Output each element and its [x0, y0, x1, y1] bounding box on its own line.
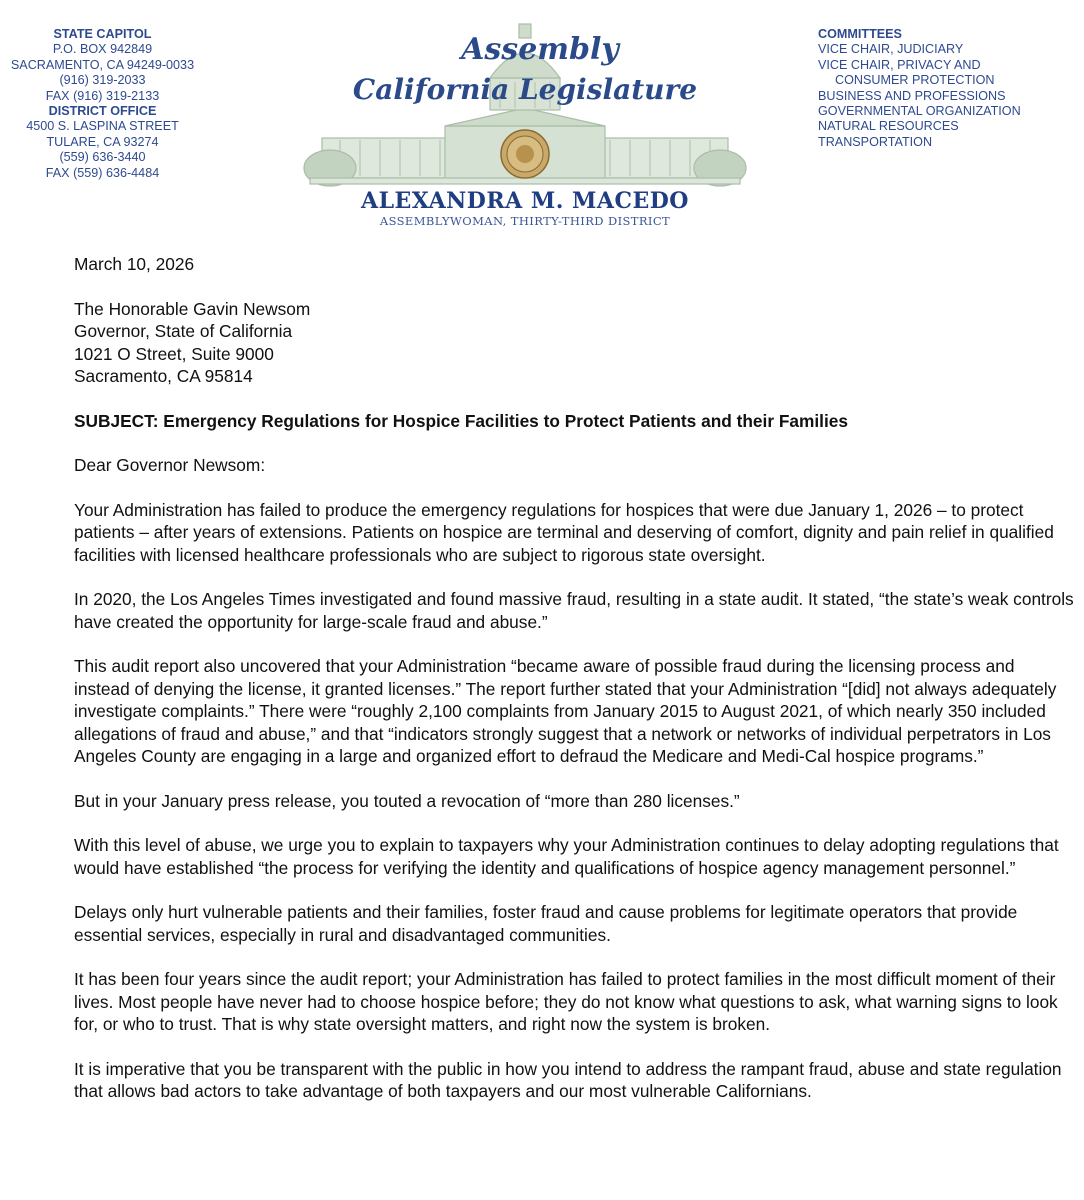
committee-item: VICE CHAIR, PRIVACY AND — [818, 57, 981, 72]
letterhead-title-legislature: California Legislature — [352, 73, 698, 106]
recipient-address — [74, 298, 1074, 388]
committee-item: GOVERNMENTAL ORGANIZATION — [818, 104, 1021, 119]
letter-body — [74, 253, 1074, 1125]
committees-block — [818, 27, 1078, 150]
recipient-line: 1021 O Street, Suite 9000 — [74, 343, 274, 364]
capitol-line: (916) 319-2033 — [59, 73, 146, 88]
letter-paragraph: With this level of abuse, we urge you to explain to taxpayers why your Administration continues to delay adopting regulations that would have established “the process for verifying the identity and qualifications of hospice agency management personnel.” — [74, 835, 1059, 878]
capitol-address-block — [0, 27, 205, 181]
committees-heading: COMMITTEES — [818, 27, 902, 41]
recipient-line: Governor, State of California — [74, 321, 293, 341]
committee-item: CONSUMER PROTECTION — [835, 73, 995, 88]
letter-paragraph: Delays only hurt vulnerable patients and their families, foster fraud and cause problems for legitimate operators that provide essential services, especially in rural and disadvantaged communities. — [74, 902, 1018, 945]
letter-paragraph: Your Administration has failed to produce the emergency regulations for hospices that were due January 1, 2026 – to protect patients – after years of extensions. Patients on hospice are terminal and deserving of comfort, dignity and pain relief in qualified facilities with licensed healthcare professionals who are subject to rigorous state oversight. — [74, 499, 1054, 565]
capitol-line: P.O. BOX 942849 — [52, 42, 153, 57]
committee-item: BUSINESS AND PROFESSIONS — [818, 88, 1006, 103]
district-line: FAX (559) 636-4484 — [45, 165, 160, 180]
member-name: ALEXANDRA M. MACEDO — [361, 188, 689, 214]
committee-item: NATURAL RESOURCES — [818, 119, 959, 134]
capitol-heading: STATE CAPITOL — [53, 27, 152, 41]
letter-paragraph: It is imperative that you be transparent with the public in how you intend to address the rampant fraud, abuse and state regulation that allows bad actors to take advantage of both taxpayers and our most vulnerable Californians. — [74, 1058, 1062, 1101]
letter-paragraph: In 2020, the Los Angeles Times investigated and found massive fraud, resulting in a state audit. It stated, “the state’s weak controls have created the opportunity for large-scale fraud and abuse.” — [74, 589, 1074, 632]
district-line: TULARE, CA 93274 — [46, 134, 159, 149]
member-title: ASSEMBLYWOMAN, THIRTY-THIRD DISTRICT — [379, 214, 671, 228]
recipient-line: The Honorable Gavin Newsom — [74, 298, 311, 319]
capitol-line: SACRAMENTO, CA 94249-0033 — [10, 57, 195, 72]
committee-item: VICE CHAIR, JUDICIARY — [818, 42, 964, 57]
letter-paragraph: This audit report also uncovered that your Administration “became aware of possible fraud during the licensing process and instead of denying the license, it granted licenses.” The report further stated that your Administration “[did] not always adequately investigate complaints.” There were “roughly 2,100 complaints from January 2015 to August 2021, of which nearly 350 included allegations of fraud and abuse,” and that “indicators strongly suggest that a network or networks of individual perpetrators in Los Angeles County are engaging in a large and organized effort to defraud the Medicare and Medi-Cal hospice programs.” — [74, 656, 1057, 766]
letter-paragraph: But in your January press release, you touted a revocation of “more than 280 licenses.” — [74, 790, 740, 811]
capitol-line: FAX (916) 319-2133 — [45, 88, 160, 103]
letter-paragraph: It has been four years since the audit report; your Administration has failed to protect families in the most difficult moment of their lives. Most people have never had to choose hospice before; they do not know what questions to ask, what warning signs to look for, or who to trust. That is why state oversight matters, and right now the system is broken. — [74, 969, 1058, 1034]
recipient-line: Sacramento, CA 95814 — [74, 366, 253, 386]
letter-date: March 10, 2026 — [74, 254, 195, 274]
district-heading: DISTRICT OFFICE — [48, 104, 157, 119]
letter-salutation: Dear Governor Newsom: — [74, 455, 266, 475]
letter-subject: SUBJECT: Emergency Regulations for Hospice Facilities to Protect Patients and their Families — [74, 410, 849, 431]
state-seal-icon — [501, 130, 549, 178]
committee-item: TRANSPORTATION — [818, 134, 933, 149]
letterhead-crest — [300, 18, 780, 238]
letterhead-title-assembly: Assembly — [461, 32, 619, 67]
district-line: 4500 S. LASPINA STREET — [26, 119, 179, 134]
district-line: (559) 636-3440 — [59, 150, 146, 165]
